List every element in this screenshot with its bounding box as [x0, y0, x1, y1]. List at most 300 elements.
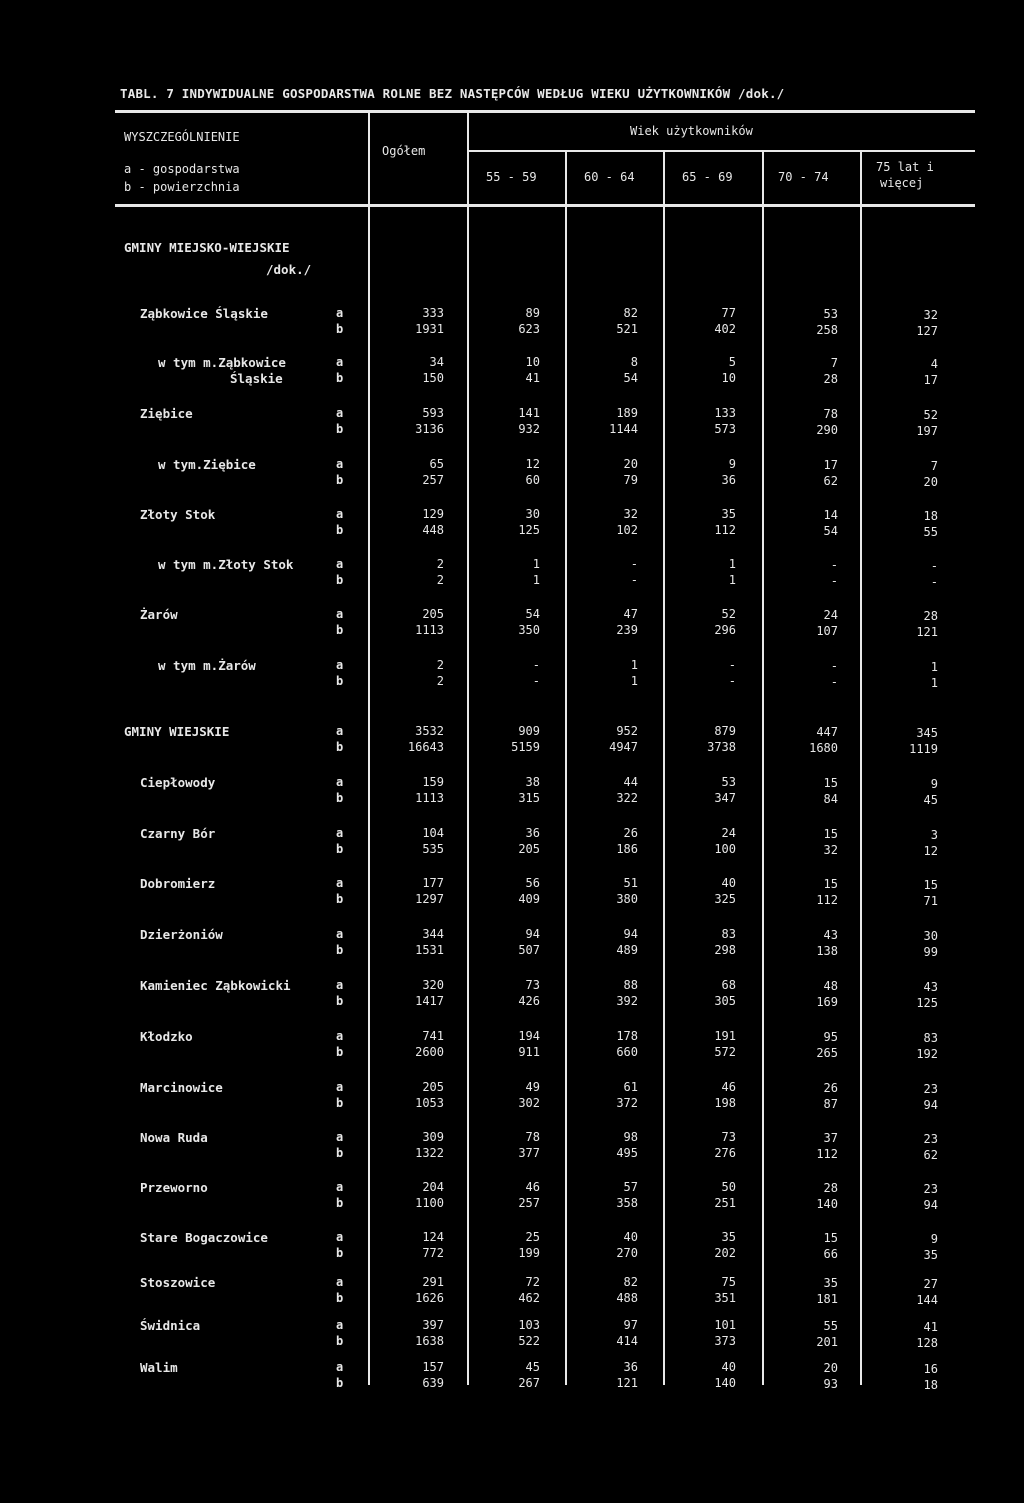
cell-a: 43 [823, 927, 838, 942]
row-letter-b: b [336, 1376, 344, 1390]
cell-a: 7 [830, 355, 838, 370]
row-letter-b: b [336, 1334, 344, 1348]
cell-a: 56 [525, 876, 540, 890]
cell-a: 72 [525, 1275, 540, 1289]
cell-b: 186 [616, 842, 638, 856]
row-label: Kłodzko [140, 1029, 193, 1044]
cell-a: 1 [630, 658, 638, 672]
cell-b: 1053 [415, 1096, 444, 1110]
cell-b: 112 [816, 892, 838, 907]
cell-b: 12 [923, 843, 938, 858]
row-label: Stare Bogaczowice [140, 1230, 268, 1245]
cell-a: 9 [930, 1231, 938, 1246]
cell-a: 97 [623, 1318, 638, 1332]
cell-a: 9 [930, 776, 938, 791]
row-label: Przeworno [140, 1180, 208, 1195]
row-letter-a: a [336, 406, 344, 420]
row-letter-b: b [336, 1045, 344, 1059]
cell-b: 94 [923, 1097, 938, 1112]
cell-b: 489 [616, 943, 638, 957]
cell-a: 12 [525, 457, 540, 471]
cell-a: 50 [721, 1180, 736, 1194]
cell-b: 121 [916, 624, 938, 639]
cell-a: 397 [422, 1318, 444, 1332]
cell-a: 34 [429, 355, 444, 369]
cell-a: 3532 [415, 724, 444, 738]
cell-a: 3 [930, 827, 938, 842]
row-letter-b: b [336, 1096, 344, 1110]
cell-a: 44 [623, 775, 638, 789]
cell-a: 52 [923, 407, 938, 422]
cell-a: 9 [728, 457, 736, 471]
cell-b: 100 [714, 842, 736, 856]
cell-b: 125 [518, 523, 540, 537]
cell-a: 141 [518, 406, 540, 420]
cell-a: 157 [422, 1360, 444, 1374]
cell-a: 2 [436, 557, 444, 571]
cell-a: 24 [721, 826, 736, 840]
cell-a: 94 [623, 927, 638, 941]
cell-a: 8 [630, 355, 638, 369]
cell-a: 65 [429, 457, 444, 471]
cell-a: 52 [721, 607, 736, 621]
cell-b: 28 [823, 371, 838, 386]
row-letter-b: b [336, 943, 344, 957]
cell-b: 1626 [415, 1291, 444, 1305]
cell-b: 36 [721, 473, 736, 487]
cell-a: 53 [823, 306, 838, 321]
section-title-urban-rural: GMINY MIEJSKO-WIEJSKIE [124, 240, 290, 255]
row-label: w tym m.Żarów [158, 658, 256, 673]
row-label: Żarów [140, 607, 178, 622]
cell-b: 54 [823, 523, 838, 538]
cell-b: 107 [816, 623, 838, 638]
table-title: TABL. 7 INDYWIDUALNE GOSPODARSTWA ROLNE BEZ NASTĘPCÓW WEDŁUG WIEKU UŻYTKOWNIKÓW /dok./ [120, 86, 785, 101]
row-letter-a: a [336, 355, 344, 369]
row-letter-a: a [336, 1080, 344, 1094]
cell-b: 112 [816, 1146, 838, 1161]
cell-b: 1680 [809, 740, 838, 755]
cell-b: 1531 [415, 943, 444, 957]
cell-a: 15 [823, 826, 838, 841]
row-letter-a: a [336, 1318, 344, 1332]
cell-a: 82 [623, 306, 638, 320]
cell-a: 32 [623, 507, 638, 521]
cell-a: 2 [436, 658, 444, 672]
cell-a: 27 [923, 1276, 938, 1291]
cell-a: 75 [721, 1275, 736, 1289]
cell-a: 101 [714, 1318, 736, 1332]
cell-b: 290 [816, 422, 838, 437]
row-letter-a: a [336, 607, 344, 621]
cell-b: 448 [422, 523, 444, 537]
cell-a: 38 [525, 775, 540, 789]
cell-a: - [830, 557, 838, 572]
cell-a: 32 [923, 307, 938, 322]
cell-a: 20 [623, 457, 638, 471]
cell-b: 276 [714, 1146, 736, 1160]
row-letter-a: a [336, 507, 344, 521]
row-label: w tym.Ziębice [158, 457, 256, 472]
cell-b: 660 [616, 1045, 638, 1059]
cell-a: 49 [525, 1080, 540, 1094]
cell-a: 177 [422, 876, 444, 890]
row-letter-b: b [336, 1196, 344, 1210]
header-bottom-rule [115, 204, 975, 207]
cell-a: 291 [422, 1275, 444, 1289]
cell-b: 93 [823, 1376, 838, 1391]
group-rule [467, 150, 975, 152]
cell-a: 83 [923, 1030, 938, 1045]
row-label: Nowa Ruda [140, 1130, 208, 1145]
cell-a: - [830, 658, 838, 673]
cell-b: 251 [714, 1196, 736, 1210]
row-letter-b: b [336, 740, 344, 754]
cell-a: 57 [623, 1180, 638, 1194]
cell-a: 40 [721, 1360, 736, 1374]
cell-a: 15 [823, 876, 838, 891]
cell-a: 30 [923, 928, 938, 943]
cell-b: 1297 [415, 892, 444, 906]
cell-b: 296 [714, 623, 736, 637]
cell-b: 3136 [415, 422, 444, 436]
cell-a: 129 [422, 507, 444, 521]
cell-b: 522 [518, 1334, 540, 1348]
cell-a: 10 [525, 355, 540, 369]
cell-a: 48 [823, 978, 838, 993]
cell-b: 507 [518, 943, 540, 957]
cell-a: 30 [525, 507, 540, 521]
cell-a: 909 [518, 724, 540, 738]
cell-a: 28 [823, 1180, 838, 1195]
cell-b: 298 [714, 943, 736, 957]
cell-a: 28 [923, 608, 938, 623]
cell-b: 16643 [407, 740, 444, 754]
cell-a: 18 [923, 508, 938, 523]
cell-b: 201 [816, 1334, 838, 1349]
row-letter-a: a [336, 1029, 344, 1043]
cell-b: 32 [823, 842, 838, 857]
row-letter-a: a [336, 927, 344, 941]
cell-a: 98 [623, 1130, 638, 1144]
cell-b: 197 [916, 423, 938, 438]
stub-b-legend: b - powierzchnia [124, 180, 240, 194]
cell-a: 37 [823, 1130, 838, 1145]
cell-a: 94 [525, 927, 540, 941]
row-label: GMINY WIEJSKIE [124, 724, 230, 739]
cell-a: 25 [525, 1230, 540, 1244]
cell-b: 239 [616, 623, 638, 637]
row-label: Dobromierz [140, 876, 216, 891]
cell-a: 24 [823, 607, 838, 622]
cell-a: 51 [623, 876, 638, 890]
cell-a: 35 [823, 1275, 838, 1290]
cell-b: 71 [923, 893, 938, 908]
cell-b: 1119 [909, 741, 938, 756]
cell-b: 54 [623, 371, 638, 385]
cell-a: 159 [422, 775, 444, 789]
row-letter-b: b [336, 573, 344, 587]
row-letter-b: b [336, 994, 344, 1008]
cell-b: 99 [923, 944, 938, 959]
cell-a: 17 [823, 457, 838, 472]
cell-b: 94 [923, 1197, 938, 1212]
cell-a: 345 [916, 725, 938, 740]
cell-b: 521 [616, 322, 638, 336]
row-label: w tym m.Ząbkowice [158, 355, 286, 370]
row-label-continued: Śląskie [230, 371, 283, 386]
cell-a: - [930, 558, 938, 573]
cell-b: 1113 [415, 623, 444, 637]
cell-b: 267 [518, 1376, 540, 1390]
cell-a: 320 [422, 978, 444, 992]
cell-b: 495 [616, 1146, 638, 1160]
cell-b: - [532, 674, 540, 688]
cell-b: 573 [714, 422, 736, 436]
cell-b: 1931 [415, 322, 444, 336]
cell-a: 78 [525, 1130, 540, 1144]
row-letter-b: b [336, 523, 344, 537]
cell-b: 1638 [415, 1334, 444, 1348]
cell-b: - [830, 674, 838, 689]
row-letter-b: b [336, 322, 344, 336]
cell-b: 127 [916, 323, 938, 338]
cell-b: 462 [518, 1291, 540, 1305]
cell-a: 43 [923, 979, 938, 994]
cell-b: 373 [714, 1334, 736, 1348]
cell-b: 1 [728, 573, 736, 587]
row-letter-b: b [336, 674, 344, 688]
column-rule [565, 152, 567, 1385]
cell-a: 15 [923, 877, 938, 892]
cell-a: 40 [721, 876, 736, 890]
row-label: Świdnica [140, 1318, 201, 1333]
cell-a: 23 [923, 1131, 938, 1146]
cell-a: 73 [525, 978, 540, 992]
cell-a: 40 [623, 1230, 638, 1244]
cell-a: 68 [721, 978, 736, 992]
cell-b: 84 [823, 791, 838, 806]
cell-b: 377 [518, 1146, 540, 1160]
cell-a: 1 [728, 557, 736, 571]
cell-b: 302 [518, 1096, 540, 1110]
cell-a: 952 [616, 724, 638, 738]
total-header: Ogółem [382, 144, 426, 158]
row-letter-b: b [336, 371, 344, 385]
column-rule [467, 113, 469, 1385]
cell-b: 62 [823, 473, 838, 488]
cell-b: 181 [816, 1291, 838, 1306]
cell-b: 257 [422, 473, 444, 487]
col-header-55-59: 55 - 59 [486, 170, 537, 184]
cell-b: 41 [525, 371, 540, 385]
cell-b: 199 [518, 1246, 540, 1260]
cell-b: 192 [916, 1046, 938, 1061]
cell-b: 60 [525, 473, 540, 487]
cell-b: 18 [923, 1377, 938, 1392]
cell-b: 258 [816, 322, 838, 337]
cell-a: 124 [422, 1230, 444, 1244]
row-label: Ziębice [140, 406, 193, 421]
cell-b: 932 [518, 422, 540, 436]
cell-b: 102 [616, 523, 638, 537]
row-letter-a: a [336, 978, 344, 992]
cell-a: 879 [714, 724, 736, 738]
row-letter-a: a [336, 876, 344, 890]
cell-a: 1 [930, 659, 938, 674]
cell-b: 169 [816, 994, 838, 1009]
cell-a: - [630, 557, 638, 571]
cell-a: 4 [930, 356, 938, 371]
cell-a: 194 [518, 1029, 540, 1043]
cell-b: 1322 [415, 1146, 444, 1160]
row-letter-b: b [336, 473, 344, 487]
cell-b: 572 [714, 1045, 736, 1059]
stub-a-legend: a - gospodarstwa [124, 162, 240, 176]
cell-b: 121 [616, 1376, 638, 1390]
row-letter-b: b [336, 1291, 344, 1305]
cell-a: 36 [623, 1360, 638, 1374]
row-letter-b: b [336, 892, 344, 906]
row-label: Ząbkowice Śląskie [140, 306, 268, 321]
cell-b: 205 [518, 842, 540, 856]
row-letter-a: a [336, 1180, 344, 1194]
cell-a: 77 [721, 306, 736, 320]
cell-b: 1100 [415, 1196, 444, 1210]
cell-a: 41 [923, 1319, 938, 1334]
row-label: Kamieniec Ząbkowicki [140, 978, 291, 993]
cell-a: 23 [923, 1081, 938, 1096]
cell-b: 623 [518, 322, 540, 336]
cell-b: 4947 [609, 740, 638, 754]
cell-b: 45 [923, 792, 938, 807]
cell-a: 53 [721, 775, 736, 789]
cell-a: 89 [525, 306, 540, 320]
cell-b: 2600 [415, 1045, 444, 1059]
cell-a: 46 [721, 1080, 736, 1094]
cell-a: 205 [422, 607, 444, 621]
cell-b: 87 [823, 1096, 838, 1111]
stub-title: WYSZCZEGÓLNIENIE [124, 130, 240, 144]
row-letter-a: a [336, 1130, 344, 1144]
cell-b: 392 [616, 994, 638, 1008]
row-letter-a: a [336, 457, 344, 471]
cell-b: 639 [422, 1376, 444, 1390]
cell-a: 35 [721, 507, 736, 521]
row-label: Dzierżoniów [140, 927, 223, 942]
cell-b: 257 [518, 1196, 540, 1210]
cell-a: 36 [525, 826, 540, 840]
cell-b: - [830, 573, 838, 588]
column-rule [762, 152, 764, 1385]
row-label: Stoszowice [140, 1275, 216, 1290]
cell-a: 15 [823, 775, 838, 790]
cell-a: 593 [422, 406, 444, 420]
cell-b: 66 [823, 1246, 838, 1261]
cell-b: 347 [714, 791, 736, 805]
cell-b: 325 [714, 892, 736, 906]
cell-a: 26 [823, 1080, 838, 1095]
row-label: Walim [140, 1360, 178, 1375]
cell-a: 88 [623, 978, 638, 992]
cell-a: 61 [623, 1080, 638, 1094]
cell-a: 78 [823, 406, 838, 421]
cell-a: 189 [616, 406, 638, 420]
cell-b: 1 [930, 675, 938, 690]
cell-b: 138 [816, 943, 838, 958]
age-group-header: Wiek użytkowników [630, 124, 753, 138]
cell-a: 103 [518, 1318, 540, 1332]
cell-a: 5 [728, 355, 736, 369]
cell-b: 20 [923, 474, 938, 489]
row-letter-b: b [336, 791, 344, 805]
cell-a: 104 [422, 826, 444, 840]
row-label: Marcinowice [140, 1080, 223, 1095]
cell-b: 2 [436, 674, 444, 688]
cell-b: 202 [714, 1246, 736, 1260]
cell-b: 414 [616, 1334, 638, 1348]
cell-a: 178 [616, 1029, 638, 1043]
cell-a: 95 [823, 1029, 838, 1044]
cell-a: 333 [422, 306, 444, 320]
cell-b: 1 [630, 674, 638, 688]
cell-b: 358 [616, 1196, 638, 1210]
cell-a: - [728, 658, 736, 672]
cell-a: 47 [623, 607, 638, 621]
cell-b: 350 [518, 623, 540, 637]
cell-a: 54 [525, 607, 540, 621]
row-letter-a: a [336, 306, 344, 320]
cell-b: 911 [518, 1045, 540, 1059]
cell-a: 741 [422, 1029, 444, 1043]
cell-b: 112 [714, 523, 736, 537]
cell-a: 204 [422, 1180, 444, 1194]
cell-b: 128 [916, 1335, 938, 1350]
row-letter-a: a [336, 826, 344, 840]
cell-b: 150 [422, 371, 444, 385]
section-subtitle-continued: /dok./ [266, 262, 312, 277]
cell-b: - [930, 574, 938, 589]
cell-b: 5159 [511, 740, 540, 754]
row-letter-a: a [336, 1360, 344, 1374]
col-header-75-plus-line1: 75 lat i [876, 160, 934, 174]
col-header-65-69: 65 - 69 [682, 170, 733, 184]
col-header-60-64: 60 - 64 [584, 170, 635, 184]
cell-a: 20 [823, 1360, 838, 1375]
cell-a: 46 [525, 1180, 540, 1194]
cell-b: 426 [518, 994, 540, 1008]
row-label: w tym m.Złoty Stok [158, 557, 294, 572]
cell-b: 1 [532, 573, 540, 587]
cell-b: 265 [816, 1045, 838, 1060]
cell-b: 351 [714, 1291, 736, 1305]
column-rule [663, 152, 665, 1385]
row-label: Czarny Bór [140, 826, 216, 841]
cell-b: 55 [923, 524, 938, 539]
cell-a: 73 [721, 1130, 736, 1144]
cell-a: 16 [923, 1361, 938, 1376]
row-letter-a: a [336, 775, 344, 789]
cell-a: 23 [923, 1181, 938, 1196]
row-letter-a: a [336, 658, 344, 672]
cell-b: 140 [714, 1376, 736, 1390]
cell-b: 2 [436, 573, 444, 587]
cell-a: 14 [823, 507, 838, 522]
cell-a: 191 [714, 1029, 736, 1043]
cell-b: 315 [518, 791, 540, 805]
row-letter-a: a [336, 1275, 344, 1289]
column-rule [368, 113, 370, 1385]
